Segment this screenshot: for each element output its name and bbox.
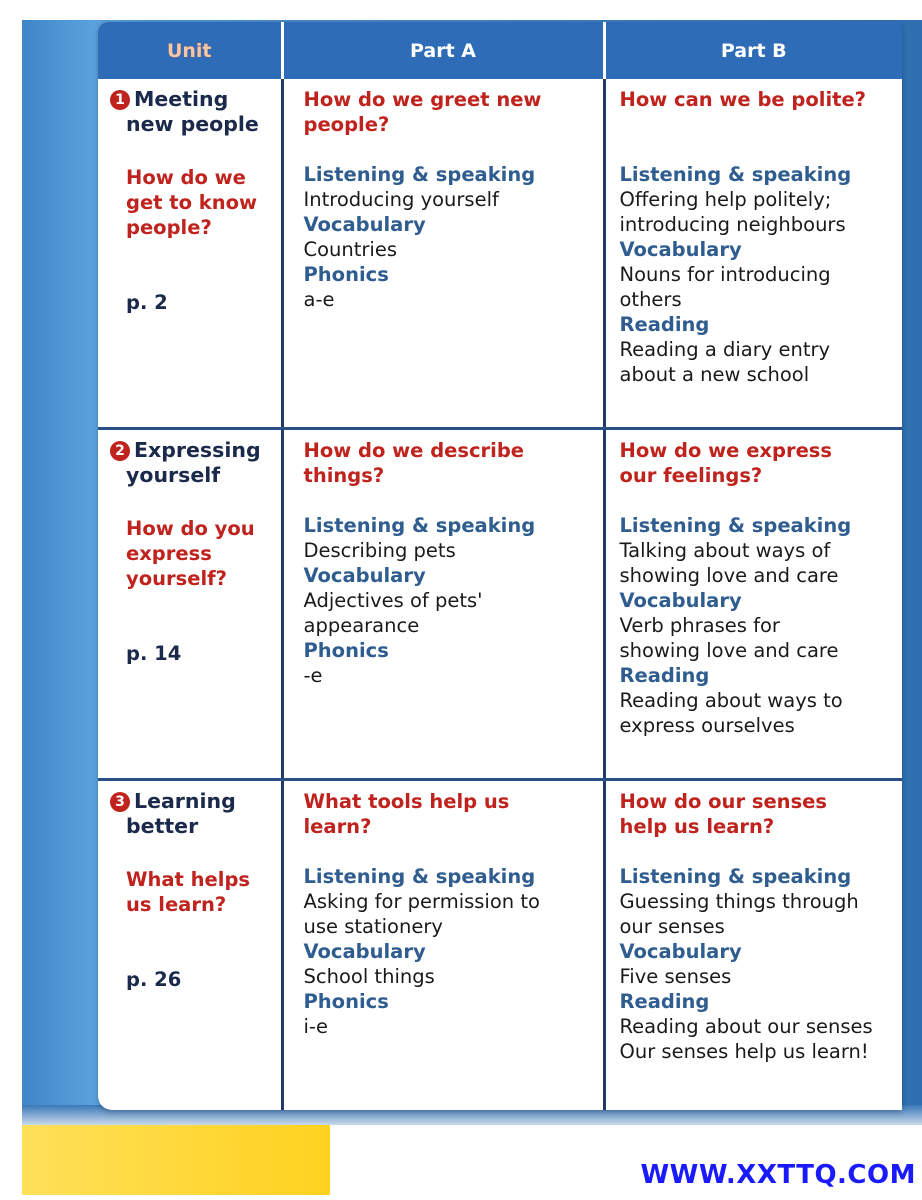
section-heading: Vocabulary [619, 589, 742, 612]
unit-number-badge: 2 [110, 441, 130, 461]
section-heading: Listening & speaking [303, 163, 536, 186]
part-a-question: How do we describe things? [303, 439, 525, 487]
contents-table [98, 22, 902, 1110]
header-part-a: Part A [282, 22, 604, 79]
section-heading: Vocabulary [303, 564, 426, 587]
unit-question: How do we get to know people? [126, 166, 258, 239]
unit-question: What helps us learn? [126, 868, 251, 916]
page-reference: p. 26 [126, 968, 182, 991]
unit-title: 1 Meeting [110, 87, 275, 112]
part-a-cell: How do we greet new people? Listening & speaking Introducing yourself Vocabulary Countries Phonics a-e [282, 79, 604, 429]
section-heading: Listening & speaking [619, 514, 852, 537]
yellow-block [22, 1125, 330, 1195]
unit-title: 2 Expressing [110, 438, 275, 463]
unit-title: 3 Learning [110, 789, 275, 814]
section-heading: Reading [619, 313, 710, 336]
page-reference: p. 2 [126, 291, 168, 314]
unit-row-2 [98, 429, 902, 780]
unit-number-badge: 1 [110, 90, 130, 110]
section-heading: Vocabulary [619, 238, 742, 261]
part-a-question: How do we greet new people? [303, 88, 542, 136]
section-heading: Listening & speaking [619, 865, 852, 888]
unit-cell: 3 Learning better What helps us learn? p. 26 [98, 780, 282, 1111]
section-heading: Listening & speaking [619, 163, 852, 186]
part-a-cell: What tools help us learn? Listening & speaking Asking for permission to use stationery Vocabulary School things Phonics i-e [282, 780, 604, 1111]
section-heading: Listening & speaking [303, 514, 536, 537]
section-heading: Vocabulary [303, 213, 426, 236]
watermark: WWW.XXTTQ.COM [640, 1160, 916, 1190]
page-reference: p. 14 [126, 642, 182, 665]
section-heading: Listening & speaking [303, 865, 536, 888]
part-b-question: How do our senses help us learn? [619, 790, 828, 838]
header-row [98, 22, 902, 79]
section-heading: Vocabulary [619, 940, 742, 963]
header-part-b: Part B [604, 22, 902, 79]
unit-cell: 2 Expressing yourself How do you express yourself? p. 14 [98, 429, 282, 780]
section-heading: Phonics [303, 990, 389, 1013]
part-a-cell: How do we describe things? Listening & speaking Describing pets Vocabulary Adjectives of pets' appearance Phonics -e [282, 429, 604, 780]
section-heading: Vocabulary [303, 940, 426, 963]
unit-cell: 1 Meeting new people How do we get to know people? p. 2 [98, 79, 282, 429]
part-b-cell: How do we express our feelings? Listening & speaking Talking about ways of showing love and care Vocabulary Verb phrases for showing love and care Reading Reading about ways to express ourselves [604, 429, 902, 780]
contents-table-card [98, 22, 902, 1110]
unit-question: How do you express yourself? [126, 517, 255, 590]
part-b-cell: How do our senses help us learn? Listening & speaking Guessing things through our senses Vocabulary Five senses Reading Reading about our senses Our senses help us learn! [604, 780, 902, 1111]
section-heading: Phonics [303, 639, 389, 662]
part-b-cell: How can we be polite? Listening & speaking Offering help politely; introducing neighbours Vocabulary Nouns for introducing others Reading Reading a diary entry about a new school [604, 79, 902, 429]
unit-row-1 [98, 79, 902, 429]
part-b-question: How do we express our feelings? [619, 439, 833, 487]
section-heading: Reading [619, 664, 710, 687]
section-heading: Reading [619, 990, 710, 1013]
section-heading: Phonics [303, 263, 389, 286]
part-a-question: What tools help us learn? [303, 790, 510, 838]
unit-row-3 [98, 780, 902, 1111]
header-unit: Unit [98, 22, 282, 79]
part-b-question: How can we be polite? [619, 88, 866, 111]
unit-number-badge: 3 [110, 792, 130, 812]
